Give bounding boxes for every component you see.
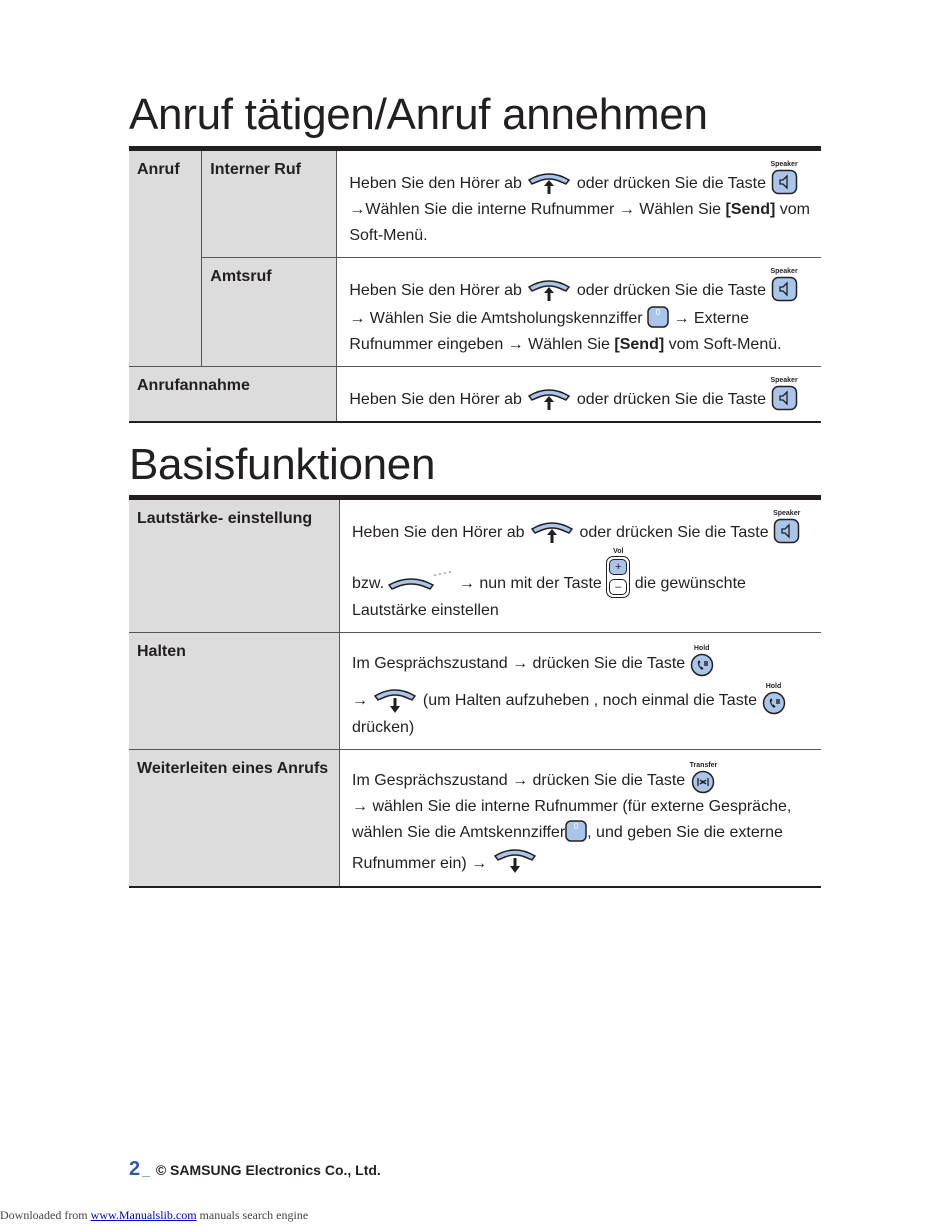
transfer-key-icon [690,762,718,794]
handset-lift-icon [526,169,572,195]
hold-key-icon [762,683,786,715]
key-label: Transfer [689,762,718,769]
desc-text: vom [779,201,810,218]
row-category-anrufannahme: Anrufannahme [129,367,337,423]
desc-text: vom Soft-Menü. [668,336,782,353]
row-category-hold: Halten [129,633,340,750]
speaker-key-icon [770,161,797,195]
key-label: Speaker [773,510,801,517]
desc-text: oder drücken Sie die Taste [576,391,766,408]
speaker-key-icon [773,510,800,544]
desc-text: → nun mit der Taste [458,575,602,593]
handset-lift-icon [529,518,575,544]
table-row [129,633,821,750]
basic-functions-table [129,495,821,888]
key-label: Speaker [770,268,798,275]
desc-text: Heben Sie den Hörer ab [349,391,522,408]
desc-text: Heben Sie den Hörer ab [349,175,522,192]
key-label: Hold [765,683,782,690]
download-prefix: Downloaded from [0,1208,88,1222]
handset-lift-icon [526,385,572,411]
row-category-volume: Lautstärke- einstellung [129,498,340,633]
row-category-transfer: Weiterleiten eines Anrufs [129,750,340,888]
send-softkey-label: [Send] [614,336,665,353]
desc-text: Rufnummer ein) → [352,855,488,873]
row-desc-volume [340,498,822,633]
key-label: Speaker [770,161,798,168]
desc-text: → wählen Sie die interne Rufnummer (für externe Gespräche, [352,798,792,815]
section-title-basic: Basisfunktionen [129,440,436,489]
volume-down-icon: – [609,579,627,595]
key-label: 0 [655,307,661,317]
send-softkey-label: [Send] [725,201,776,218]
manualslib-link[interactable]: www.Manualslib.com [90,1208,197,1222]
speaker-key-icon [770,268,797,302]
desc-text: (um Halten aufzuheben , noch einmal die Taste [422,692,758,710]
zero-key-icon [647,306,669,328]
desc-text: → Externe [673,310,750,327]
desc-text: Soft-Menü. [349,227,428,244]
desc-text: bzw. [352,575,385,593]
row-desc-hold [340,633,822,750]
table-row [129,750,821,888]
row-desc-interner-ruf [337,149,821,258]
desc-text: Heben Sie den Hörer ab [349,282,522,299]
page-number-suffix: _ [142,1162,150,1178]
desc-text: drücken) [352,719,415,736]
desc-text: oder drücken Sie die Taste [576,282,766,299]
key-label: Speaker [770,377,798,384]
handset-down-icon [372,687,418,715]
row-sub-amtsruf: Amtsruf [202,258,337,367]
copyright-text: © SAMSUNG Electronics Co., Ltd. [155,1162,381,1178]
handset-down-icon [492,847,538,875]
desc-text: , und geben Sie die externe [587,824,783,841]
desc-text: Heben Sie den Hörer ab [352,524,525,541]
desc-text: die gewünschte [634,575,746,593]
call-table [129,146,821,423]
volume-key-icon [606,548,630,598]
key-label: 0 [573,821,579,831]
desc-text: Rufnummer eingeben → Wählen Sie [349,336,610,353]
page-number: 2 [129,1158,141,1180]
handset-ringing-icon [388,570,454,598]
hold-key-icon [690,645,714,677]
desc-text: wählen Sie die Amtskennziffer [352,824,566,841]
table-row [129,258,821,367]
zero-key-icon [565,820,587,842]
volume-up-icon: + [609,559,627,575]
row-desc-transfer [340,750,822,888]
table-row [129,149,821,258]
handset-lift-icon [526,276,572,302]
speaker-key-icon [770,377,797,411]
desc-text: Lautstärke einstellen [352,602,499,619]
desc-text: oder drücken Sie die Taste [576,175,766,192]
table-row [129,367,821,423]
desc-text: oder drücken Sie die Taste [579,524,769,541]
table-row [129,498,821,633]
row-desc-anrufannahme [337,367,821,423]
download-notice [0,1208,308,1223]
desc-text: →Wählen Sie die interne Rufnummer → Wählen Sie [349,201,722,218]
page-footer [129,1158,381,1181]
download-suffix: manuals search engine [199,1208,309,1222]
row-sub-interner-ruf: Interner Ruf [202,149,337,258]
section-title-call: Anruf tätigen/Anruf annehmen [129,90,708,139]
row-category-anruf: Anruf [129,149,202,367]
row-desc-amtsruf [337,258,821,367]
desc-text: → [352,692,368,710]
key-label: Hold [693,645,710,652]
key-label: Vol [613,548,624,555]
desc-text: Im Gesprächszustand → drücken Sie die Taste [352,772,686,789]
desc-text: Im Gesprächszustand → drücken Sie die Taste [352,655,686,672]
desc-text: → Wählen Sie die Amtsholungskennziffer [349,310,643,327]
